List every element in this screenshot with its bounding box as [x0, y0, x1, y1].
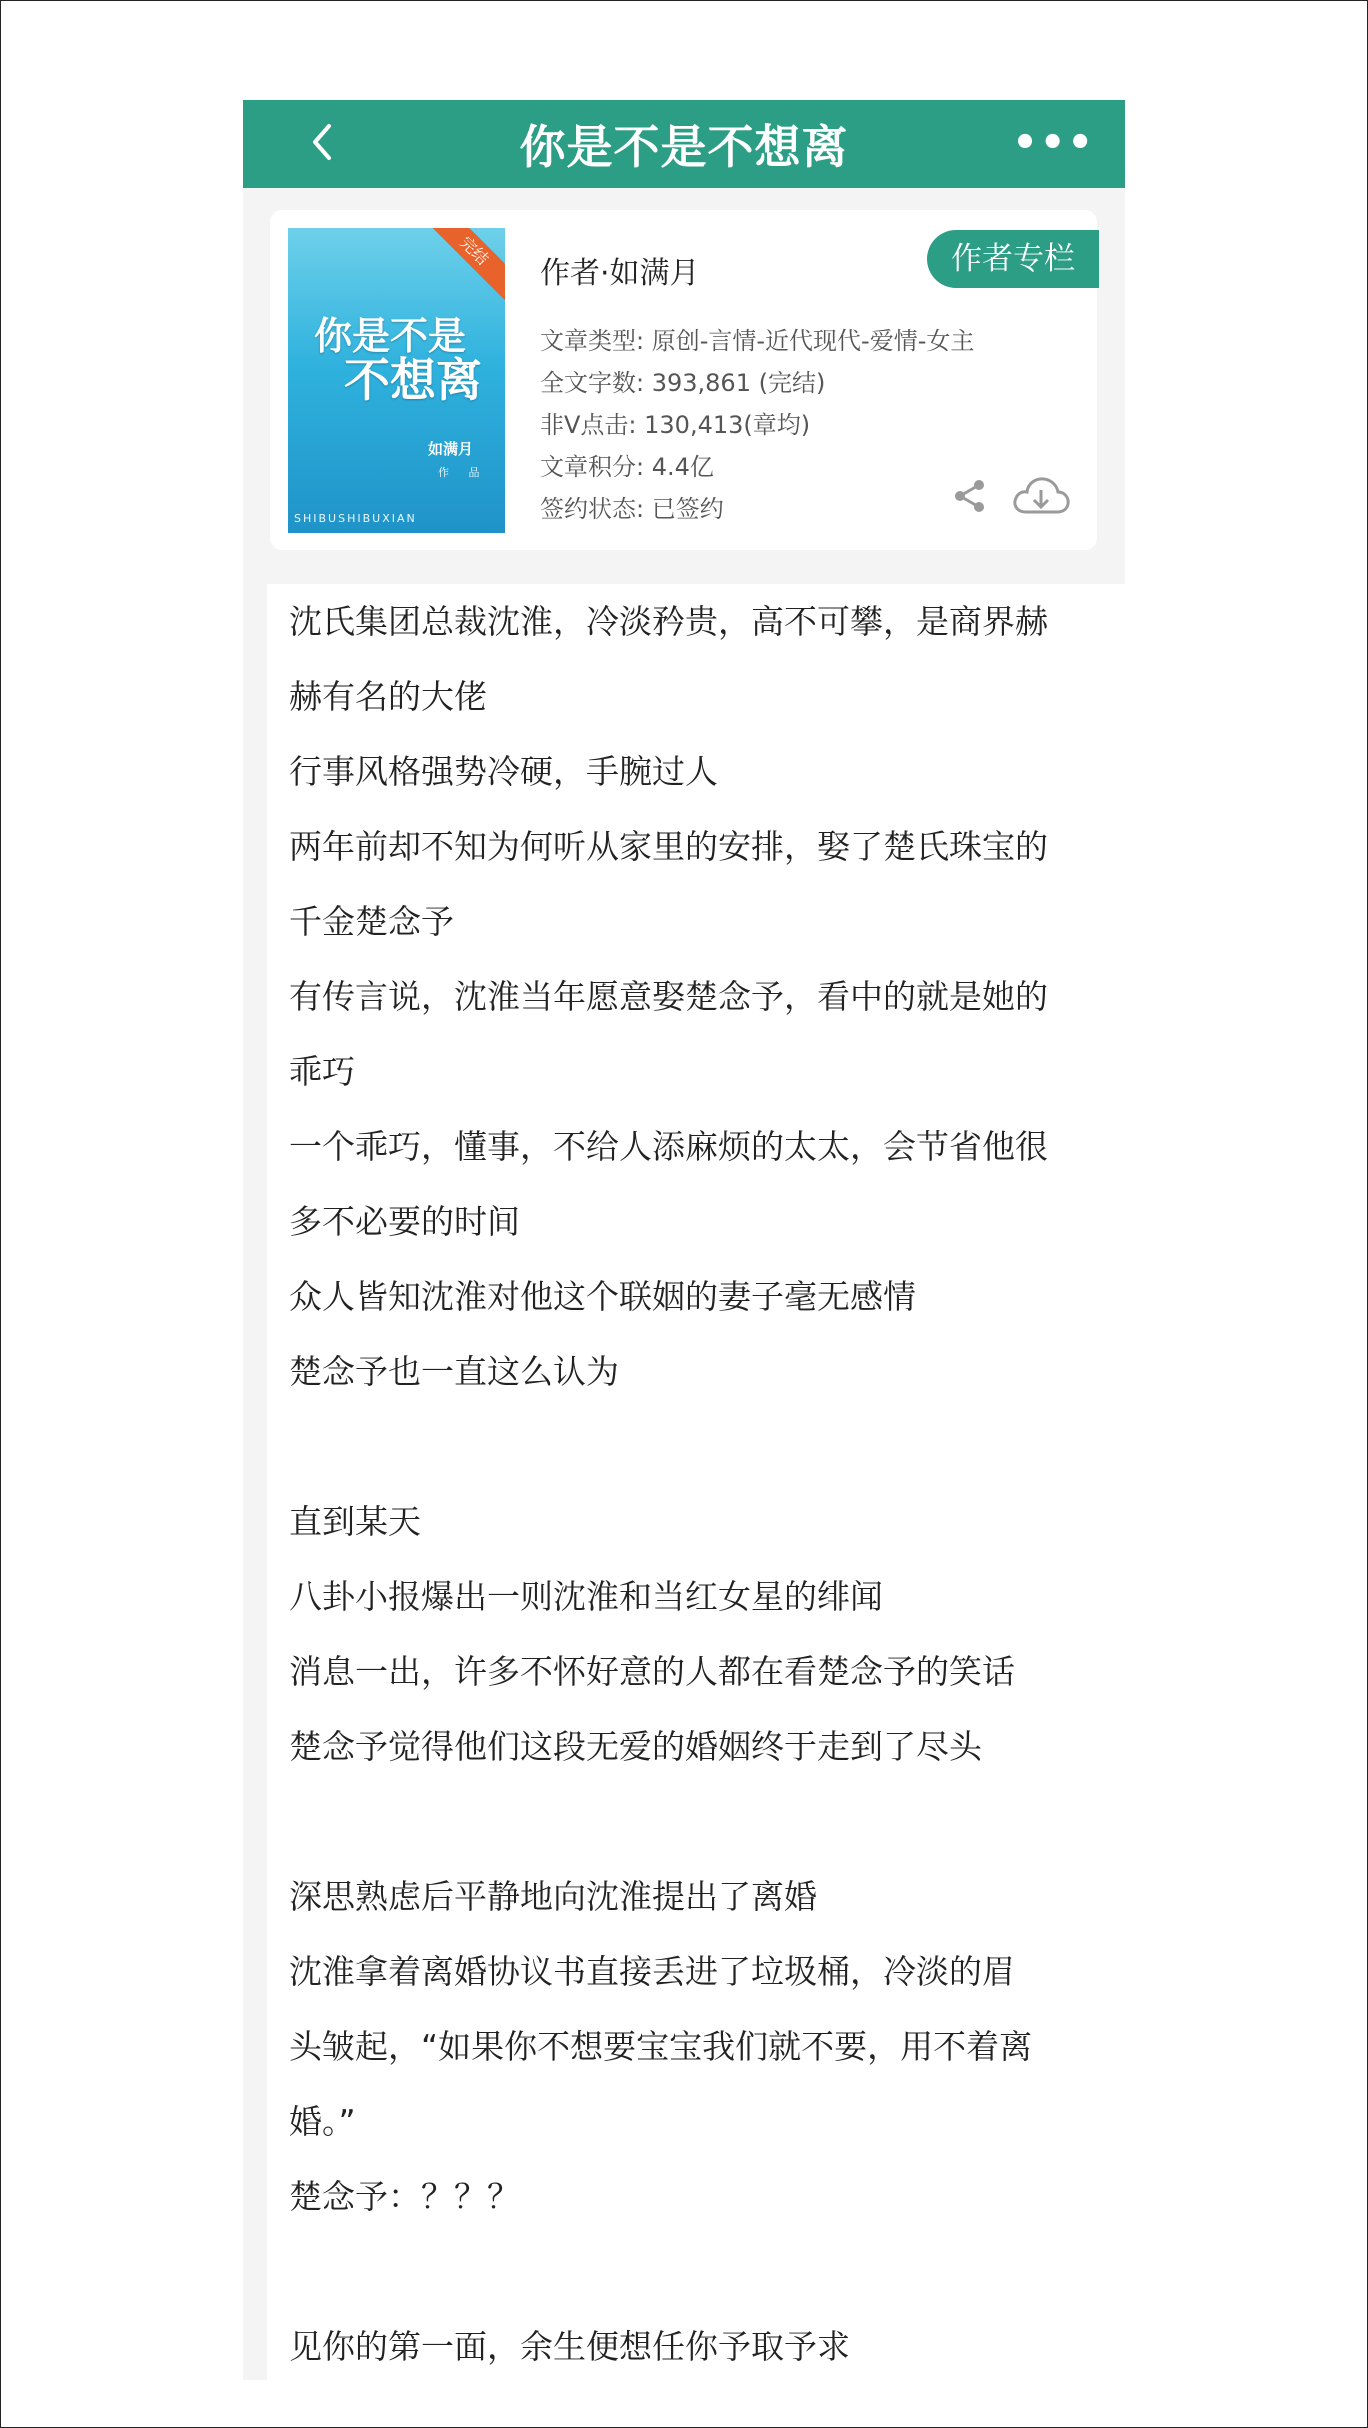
book-info-card	[270, 210, 1097, 550]
cover-title-line1: 你是不是	[314, 314, 467, 358]
synopsis-line: 消息一出，许多不怀好意的人都在看楚念予的笑话	[289, 1652, 1015, 1691]
meta-word-count: 全文字数: 393,861 (完结)	[540, 369, 826, 397]
synopsis-line: 一个乖巧，懂事，不给人添麻烦的太太，会节省他很	[289, 1127, 1048, 1166]
app-screen	[243, 100, 1125, 2380]
book-meta	[540, 320, 974, 530]
synopsis-line: 八卦小报爆出一则沈淮和当红女星的绯闻	[289, 1577, 883, 1616]
author-name[interactable]: 作者·如满月	[540, 256, 700, 291]
synopsis-line	[289, 1409, 1085, 1484]
author-column-button[interactable]: 作者专栏	[927, 230, 1099, 288]
cover-author: 如满月	[428, 440, 474, 458]
synopsis-line: 楚念予：？？？	[289, 2177, 520, 2216]
meta-score: 文章积分: 4.4亿	[540, 453, 714, 481]
synopsis-line: 有传言说，沈淮当年愿意娶楚念予，看中的就是她的	[289, 977, 1048, 1016]
synopsis-line: 见你的第一面，余生便想任你予取予求	[289, 2327, 850, 2366]
top-bar	[243, 100, 1125, 188]
synopsis-line	[289, 2234, 1085, 2309]
meta-type: 文章类型: 原创-言情-近代现代-爱情-女主	[540, 327, 975, 355]
synopsis-line: 赫有名的大佬	[289, 677, 487, 716]
synopsis-line	[289, 1784, 1085, 1859]
synopsis-line: 深思熟虑后平静地向沈淮提出了离婚	[289, 1877, 817, 1916]
synopsis-line: 乖巧	[289, 1052, 355, 1091]
synopsis-line: 沈氏集团总裁沈淮，冷淡矜贵，高不可攀，是商界赫	[289, 602, 1048, 641]
synopsis-line: 众人皆知沈淮对他这个联姻的妻子毫无感情	[289, 1277, 916, 1316]
synopsis-line: 楚念予也一直这么认为	[289, 1352, 619, 1391]
synopsis-text	[267, 584, 1125, 2384]
back-icon[interactable]	[307, 120, 337, 168]
synopsis	[267, 584, 1125, 2380]
synopsis-line: 楚念予觉得他们这段无爱的婚姻终于走到了尽头	[289, 1727, 982, 1766]
share-icon[interactable]	[952, 478, 988, 518]
synopsis-line: 婚。”	[289, 2102, 356, 2141]
synopsis-line: 千金楚念予	[289, 902, 454, 941]
meta-clicks: 非Ⅴ点击: 130,413(章均)	[540, 411, 811, 439]
synopsis-line: 多不必要的时间	[289, 1202, 520, 1241]
meta-sign-status: 签约状态: 已签约	[540, 495, 724, 523]
synopsis-line: 沈淮拿着离婚协议书直接丢进了垃圾桶，冷淡的眉	[289, 1952, 1015, 1991]
synopsis-line: 行事风格强势冷硬，手腕过人	[289, 752, 718, 791]
cover-zuopin: 作 品	[438, 466, 488, 479]
synopsis-line: 头皱起，“如果你不想要宝宝我们就不要，用不着离	[289, 2027, 1033, 2066]
download-cloud-icon[interactable]	[1010, 474, 1072, 522]
synopsis-line: 两年前却不知为何听从家里的安排，娶了楚氏珠宝的	[289, 827, 1048, 866]
synopsis-line: 直到某天	[289, 1502, 421, 1541]
book-cover[interactable]	[288, 228, 505, 533]
completed-badge: 完结	[419, 228, 505, 306]
more-icon[interactable]: •••	[1012, 120, 1095, 166]
cover-pinyin: SHIBUSHIBUXIAN	[294, 512, 417, 525]
cover-title-line2: 不想离	[344, 353, 482, 407]
page-title: 你是不是不想离	[519, 120, 849, 174]
cover-title	[314, 314, 482, 407]
